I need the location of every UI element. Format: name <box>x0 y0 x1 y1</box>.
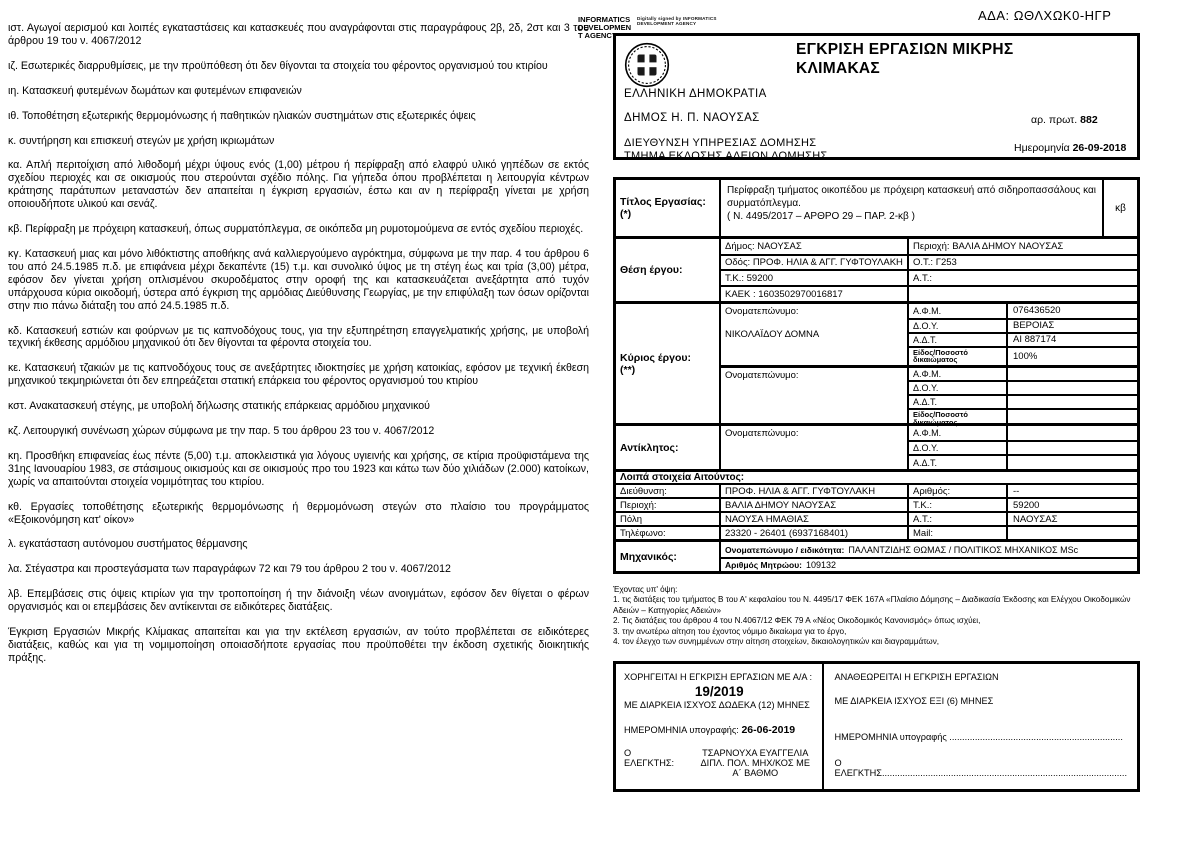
applicant-row-label2: Τ.Κ.: <box>909 499 1008 511</box>
owner-label-cell <box>616 304 721 423</box>
owner-label: Κύριος έργου: <box>620 351 691 364</box>
owner1-share-label: Είδος/Ποσοστό δικαιώματος <box>909 348 1008 365</box>
engineer-registry-value: 109132 <box>806 560 837 570</box>
header-date <box>1014 142 1126 154</box>
inspector-name: ΤΣΑΡΝΟΥΧΑ ΕΥΑΓΓΕΛΙΑ <box>702 748 809 758</box>
owner-section <box>616 301 1137 427</box>
location-street: Οδός: ΠΡΟΦ. ΗΛΙΑ & ΑΓΓ. ΓΥΦΤΟΥΛΑΚΗ <box>721 254 907 269</box>
applicant-row <box>616 483 1137 497</box>
owner-block-1 <box>721 304 1137 365</box>
engineer-section <box>616 539 1137 571</box>
applicant-row-value1: ΝΑΟΥΣΑ ΗΜΑΘΙΑΣ <box>721 513 909 525</box>
having-regard-item: 4. τον έλεγχο των συνημμένων στην αίτηση στοιχείων, δικαιολογητικών και διαγραμμάτων, <box>613 637 940 647</box>
owner2-name-label: Ονοματεπώνυμο: <box>725 370 799 381</box>
engineer-name-value: ΠΑΛΑΝΤΖΙΔΗΣ ΘΩΜΑΣ / ΠΟΛΙΤΙΚΟΣ ΜΗΧΑΝΙΚΟΣ MSc <box>848 544 1079 555</box>
left-paragraph: κ. συντήρηση και επισκευή στεγών με χρήση ικριωμάτων <box>8 134 275 147</box>
grant-line: ΧΟΡΗΓΕΙΤΑΙ Η ΕΓΚΡΙΣΗ ΕΡΓΑΣΙΩΝ ΜΕ Α/Α : <box>624 672 813 682</box>
engineer-label-cell: Μηχανικός: <box>616 542 721 571</box>
having-regard-item: 1. τις διατάξεις του τμήματος Β του Α' κεφαλαίου του Ν. 4495/17 ΦΕΚ 167Α «Πλαίσιο Δόμησης – Διαδικασία Έκδοσης και Ελέγχου Οικοδομικών Αδειών – Κατηγορίες Αδειών» <box>613 595 1131 615</box>
work-title-label-note: (*) <box>620 208 632 220</box>
owner2-doy-label: Δ.Ο.Υ. <box>909 382 1008 394</box>
engineer-registry-label: Αριθμός Μητρώου: <box>725 560 803 570</box>
owner1-afm-value: 076436520 <box>1013 305 1061 317</box>
owner1-afm-label: Α.Φ.Μ. <box>909 304 1008 318</box>
owner-blocks <box>721 304 1137 427</box>
owner1-adt-value: ΑΙ 887174 <box>1013 334 1057 346</box>
location-area: Περιοχή: ΒΑΛΙΑ ΔΗΜΟΥ ΝΑΟΥΣΑΣ <box>913 241 1064 252</box>
owner1-doy-value: ΒΕΡΟΙΑΣ <box>1013 320 1055 332</box>
left-paragraph: κδ. Κατασκευή εστιών και φούρνων με τις καπνοδόχους τους, για την εξυπηρέτηση επαγγελματικής χρήσης, με υποβολή τεχνική έκθεσης αρμόδιου μηχανικού ότι δεν θίγονται τα φέροντα στοιχεία του. <box>8 324 589 350</box>
work-title-law-ref: ( Ν. 4495/2017 – ΑΡΘΡΟ 29 – ΠΑΡ. 2-κβ ) <box>727 211 915 222</box>
applicant-row-label1: Πόλη <box>616 513 721 525</box>
owner2-afm-label: Α.Φ.Μ. <box>909 368 1008 380</box>
owner-block-2 <box>721 365 1137 426</box>
owner1-fields <box>909 304 1137 365</box>
left-paragraph: κα. Απλή περιτοίχιση από λιθοδομή μέχρι ύψους ενός (1,00) μέτρου ή περίφραξη από ελαφρύ υλικό γηπέδων σε εκτός σχεδίου περιοχές και σε οικισμούς που στερούνται σχέδιο πόλης. Για γήπεδα όπου προβλέπεται η λειτουργία κέντρων κράτησης παράτυπων μεταναστών δεν απαιτείται η έγκριση εργασιών, έστω και αν η περίφραξη γίνεται με χρήση οποιουδήποτε υλικού και σενάζ. <box>8 159 589 211</box>
applicant-row-value1: 23320 - 26401 (6937168401) <box>721 527 909 539</box>
having-regard-intro: Έχοντας υπ' όψη: <box>613 585 678 594</box>
owner1-name-label: Ονοματεπώνυμο: <box>725 306 799 317</box>
applicant-row-value2: 59200 <box>1013 499 1040 511</box>
having-regard-section <box>613 585 1140 647</box>
owner1-name-cell <box>721 304 909 365</box>
protocol-label: αρ. πρωτ. <box>1031 114 1078 126</box>
agent-section <box>616 423 1137 469</box>
owner-label-note: (**) <box>620 363 636 376</box>
header-box <box>613 33 1140 160</box>
digital-stamp-signature-note: Digitally signed by INFORMATICS DEVELOPMENT AGENCY <box>637 16 717 27</box>
left-paragraph: κγ. Κατασκευή μιας και μόνο λιθόκτιστης αποθήκης ανά καλλιεργούμενο αγρόκτημα, σύμφωνα με την παρ. 4 του άρθρου 6 του από 24.5.1985 π.δ. με επιφάνεια μέχρι δεκαπέντε (15) τ.μ. και συνολικό ύψος με τη στέγη έως και τρία (3,00) μέτρα, εφόσον δεν γίνεται χρήση οπλισμένου σκυροδέματος στην οροφή της και κατασκευάζεται ανεξάρτητα από τυχόν υπάρχουσα κύρια οικοδομή, ύστερα από έγκριση της αρμόδιας Διεύθυνσης Γεωργίας, με την επιφύλαξη των όσων ορίζονται στην πιο πάνω διάταξη του από 24.5.1985 π.δ. <box>8 247 589 312</box>
left-paragraph: ιη. Κατασκευή φυτεμένων δωμάτων και φυτεμένων επιφανειών <box>8 84 302 97</box>
applicant-row-label2: Αριθμός: <box>909 485 1008 497</box>
location-kaek: ΚΑΕΚ : 1603502970016817 <box>721 285 907 301</box>
approval-box <box>613 661 1140 792</box>
engineer-rows <box>721 542 1137 571</box>
applicant-row <box>616 511 1137 525</box>
protocol-value: 882 <box>1080 114 1098 126</box>
owner2-share-value <box>1008 410 1137 427</box>
applicant-section-header: Λοιπά στοιχεία Αιτούντος: <box>616 469 1137 483</box>
owner1-adt-label: Α.Δ.Τ. <box>909 334 1008 346</box>
owner1-doy-label: Δ.Ο.Υ. <box>909 320 1008 332</box>
regulation-paragraph-list <box>8 22 589 677</box>
left-paragraph: κζ. Λειτουργική συνένωση χώρων σύμφωνα με την παρ. 5 του άρθρου 23 του ν. 4067/2012 <box>8 425 435 438</box>
directorate-label: ΔΙΕΥΘΥΝΣΗ ΥΠΗΡΕΣΙΑΣ ΔΟΜΗΣΗΣ <box>624 137 817 149</box>
agent-doy-value <box>1008 442 1137 454</box>
inspector-label: Ο ΕΛΕΓΚΤΗΣ: <box>624 748 675 768</box>
revision-duration: ΜΕ ΔΙΑΡΚΕΙΑ ΙΣΧΥΟΣ ΕΞΙ (6) ΜΗΝΕΣ <box>834 696 994 706</box>
location-label-cell: Θέση έργου: <box>616 239 721 301</box>
applicant-row-label2: Mail: <box>909 527 1008 539</box>
left-paragraph: κβ. Περίφραξη με πρόχειρη κατασκευή, όπως συρματόπλεγμα, σε οικόπεδα μη ρυμοτομούμενα σε εντός σχεδίου περιοχές. <box>8 223 584 236</box>
digital-stamp-agency: INFORMATICS DEVELOPMENT AGENCY <box>578 15 632 41</box>
having-regard-item: 2. Τις διατάξεις του άρθρου 4 του Ν.4067/12 ΦΕΚ 79 Α «Νέος Οικοδομικός Κανονισμός» όπως ισχύει, <box>613 616 981 626</box>
agent-afm-label: Α.Φ.Μ. <box>909 426 1008 440</box>
engineer-name-row <box>721 542 1137 557</box>
applicant-row <box>616 497 1137 511</box>
location-municipality: Δήμος: ΝΑΟΥΣΑΣ <box>725 241 802 252</box>
location-right-cells <box>909 239 1137 301</box>
owner2-share-label: Είδος/Ποσοστό δικαιώματος <box>909 410 1008 427</box>
protocol-number <box>1031 114 1098 126</box>
agent-afm-value <box>1008 426 1137 440</box>
municipality-label: ΔΗΜΟΣ Η. Π. ΝΑΟΥΣΑΣ <box>624 112 760 124</box>
left-paragraph: κε. Κατασκευή τζακιών με τις καπνοδόχους τους σε ανεξάρτητες ιδιοκτησίες με χρήση κατοικίας, εφόσον με τεχνική έκθεση μηχανικού τεκμηριώνεται ότι δεν επηρεάζεται στατική επάρκεια του φέροντος οργανισμού του κτιρίου <box>8 362 589 388</box>
revision-inspector-line: Ο ΕΛΕΓΚΤΗΣ................................................................................................ <box>834 758 1127 778</box>
left-paragraph: ιζ. Εσωτερικές διαρρυθμίσεις, με την προϋπόθεση ότι δεν θίγονται τα στοιχεία του φέροντος οργανισμού του κτιρίου <box>8 59 548 72</box>
department-label: ΤΜΗΜΑ ΕΚΔΟΣΗΣ ΑΔΕΙΩΝ ΔΟΜΗΣΗΣ <box>624 150 828 162</box>
left-paragraph: κη. Προσθήκη επιφανείας έως πέντε (5,00) τ.μ. αποκλειστικά για λόγους υγιεινής και χρήσης, σε κτίρια προϋφιστάμενα της 31ης Ιανουαρίου 1983, σε στάσιμους οικισμούς και σε οικισμούς προ του 1923 και κάτω των δύο χιλιάδων (2.000) κατοίκων, χωρίς να απαιτούνται στοιχεία νομιμότητας του κτιρίου. <box>8 449 589 488</box>
work-title-row <box>616 180 1137 236</box>
left-paragraph: κστ. Ανακατασκευή στέγης, με υποβολή δήλωσης στατικής επάρκειας αρμόδιου μηχανικού <box>8 400 430 413</box>
approval-grant-cell <box>616 664 824 789</box>
applicant-row-value2: -- <box>1013 485 1020 497</box>
left-paragraph: ιθ. Τοποθέτηση εξωτερικής θερμομόνωσης ή παθητικών ηλιακών συστημάτων στις εξωτερικές όψεις <box>8 109 476 122</box>
agent-doy-label: Δ.Ο.Υ. <box>909 442 1008 454</box>
hellenic-republic-label: ΕΛΛΗΝΙΚΗ ΔΗΜΟΚΡΑΤΙΑ <box>624 88 767 100</box>
work-title-label: Τίτλος Εργασίας: <box>620 196 706 208</box>
left-paragraph: Έγκριση Εργασιών Μικρής Κλίμακας απαιτείται και για την εκτέλεση εργασιών, αν τούτο προβλέπεται σε ειδικότερες διατάξεις, καθώς και για τη νομιμοποίηση οποιασδήποτε εργασίας που προϋποθέτει την έκδοση σχετικής διοικητικής πράξης. <box>8 626 589 664</box>
work-title-text: Περίφραξη τμήματος οικοπέδου με πρόχειρη κατασκευή από σιδηροπασσάλους και συρματόπλεγμα. <box>727 185 1096 209</box>
owner2-adt-value <box>1008 396 1137 408</box>
date-value: 26-09-2018 <box>1072 142 1127 154</box>
location-block: Ο.Τ.: Γ253 <box>909 254 1137 269</box>
left-paragraph: λβ. Επεμβάσεις στις όψεις κτιρίων για την τροποποίηση ή την διάνοιξη νέων ανοιγμάτων, εφόσον δεν θίγεται ο φέρων οργανισμός και οι επεμβάσεις δεν αντίκεινται σε ειδικότερες διατάξεις. <box>8 588 589 614</box>
owner2-name-cell <box>721 368 909 426</box>
applicant-row-value1: ΒΑΛΙΑ ΔΗΜΟΥ ΝΑΟΥΣΑΣ <box>721 499 909 511</box>
grant-date-line <box>624 724 814 736</box>
municipal-seal-icon <box>624 42 670 93</box>
work-details-table <box>613 177 1140 574</box>
owner2-doy-value <box>1008 382 1137 394</box>
agent-name-label: Ονοματεπώνυμο: <box>725 428 799 439</box>
left-paragraph: κθ. Εργασίες τοποθέτησης εξωτερικής θερμομόνωσης ή θερμομόνωση στεγών στο πλαίσιο του προγράμματος «Εξοικονόμηση κατ' οίκον» <box>8 500 589 526</box>
applicant-row-label1: Περιοχή: <box>616 499 721 511</box>
applicant-row-label2: Α.Τ.: <box>909 513 1008 525</box>
agent-label-cell: Αντίκλητος: <box>616 426 721 469</box>
applicant-row-value1: ΠΡΟΦ. ΗΛΙΑ & ΑΓΓ. ΓΥΦΤΟΥΛΑΚΗ <box>721 485 909 497</box>
owner2-adt-label: Α.Δ.Τ. <box>909 396 1008 408</box>
approval-number: 19/2019 <box>694 684 744 699</box>
work-title-label-cell <box>616 180 721 236</box>
applicant-row <box>616 525 1137 539</box>
applicant-row-value2: ΝΑΟΥΣΑΣ <box>1013 513 1058 525</box>
owner1-share-value: 100% <box>1013 350 1038 362</box>
inspector-line <box>624 748 814 778</box>
grant-date-value: 26-06-2019 <box>741 724 796 736</box>
ada-code: ΑΔΑ: ΩΘΛΧΩΚ0-ΗΓΡ <box>978 8 1112 23</box>
owner2-afm-value <box>1008 368 1137 380</box>
work-title-text-cell <box>721 180 1104 236</box>
applicant-row-value2 <box>1008 527 1137 539</box>
inspector-name-block <box>696 748 814 778</box>
owner1-name-value: ΝΙΚΟΛΑΪΔΟΥ ΔΟΜΝΑ <box>725 329 820 340</box>
work-category-cell: κβ <box>1115 202 1126 214</box>
applicant-row-label1: Τηλέφωνο: <box>616 527 721 539</box>
inspector-title: ΔΙΠΛ. ΠΟΛ. ΜΗΧ/ΚΟΣ ΜΕ Α΄ ΒΑΘΜΟ <box>700 758 810 778</box>
document-title: ΕΓΚΡΙΣΗ ΕΡΓΑΣΙΩΝ ΜΙΚΡΗΣ ΚΛΙΜΑΚΑΣ <box>796 41 1014 77</box>
location-empty <box>909 285 1137 301</box>
having-regard-item: 3. την ανωτέρω αίτηση του έχοντος νόμιμο δικαίωμα για το έργο, <box>613 626 847 636</box>
revision-date-line: ΗΜΕΡΟΜΗΝΙΑ υπογραφής .................................................................... <box>834 732 1123 742</box>
approval-revision-cell <box>824 664 1137 789</box>
location-postal: Τ.Κ.: 59200 <box>721 269 907 285</box>
left-paragraph: ιστ. Αγωγοί αερισμού και λοιπές εγκαταστάσεις και κατασκευές που αναγράφονται στις παραγράφους 2β, 2δ, 2στ και 3 του άρθρου 19 του ν. 4067/2012 <box>8 22 589 47</box>
left-paragraph: λ. εγκατάσταση αυτόνομου συστήματος θέρμανσης <box>8 538 248 551</box>
applicant-row-label1: Διεύθυνση: <box>616 485 721 497</box>
engineer-registry-row <box>721 557 1137 571</box>
location-section <box>616 236 1137 301</box>
agent-adt-value <box>1008 456 1137 469</box>
left-paragraph: λα. Στέγαστρα και προστεγάσματα των παραγράφων 72 και 79 του άρθρου 2 του ν. 4067/2012 <box>8 563 451 576</box>
owner2-fields <box>909 368 1137 426</box>
grant-date-label: ΗΜΕΡΟΜΗΝΙΑ υπογραφής: <box>624 725 739 735</box>
location-left-cells <box>721 239 909 301</box>
date-label: Ημερομηνία <box>1014 142 1070 154</box>
agent-adt-label: Α.Δ.Τ. <box>909 456 1008 469</box>
agent-fields <box>909 426 1137 469</box>
location-police: Α.Τ.: <box>909 269 1137 285</box>
agent-name-cell <box>721 426 909 469</box>
engineer-name-label: Ονοματεπώνυμο / ειδικότητα: <box>725 544 845 555</box>
revision-line: ΑΝΑΘΕΩΡΕΙΤΑΙ Η ΕΓΚΡΙΣΗ ΕΡΓΑΣΙΩΝ <box>834 672 999 682</box>
grant-duration: ΜΕ ΔΙΑΡΚΕΙΑ ΙΣΧΥΟΣ ΔΩΔΕΚΑ (12) ΜΗΝΕΣ <box>624 700 810 710</box>
